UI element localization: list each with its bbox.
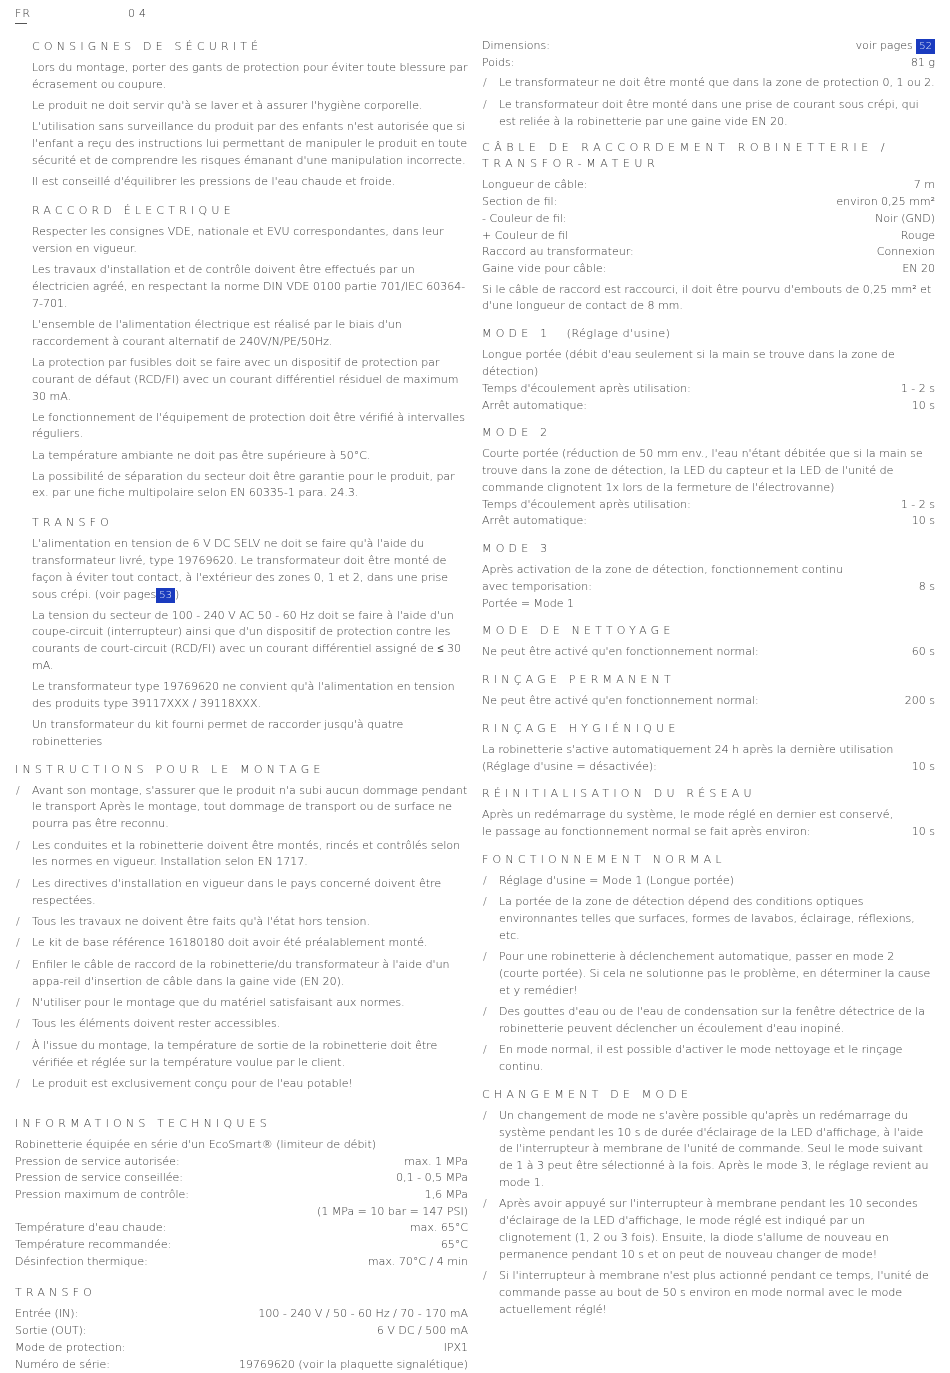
mode1-subtitle: (Réglage d'usine) [566,327,671,341]
spec-label: Temps d'écoulement après utilisation: [482,381,691,395]
spec-label: avec temporisation: [482,579,592,593]
electric-paragraphs [15,224,468,502]
spec-row [482,644,935,661]
paragraph: Respecter les consignes VDE, nationale et EVU correspondantes, dans leur version en vigueur. [32,225,444,256]
spec-label: Temps d'écoulement après utilisation: [482,497,691,511]
list-item: / Pour une robinetterie à déclenchement automatique, passer en mode 2 (courte portée). Si cela ne solutionne pas le problème, en déterminer la cause et y remédier! [482,949,935,999]
paragraph: La possibilité de séparation du secteur doit être garantie pour le produit, par ex. par une fiche multipolaire selon EN 60335-1 para. 24.3. [32,469,455,500]
spec-row [482,55,935,72]
list-item: / Un changement de mode ne s'avère possible qu'après un redémarrage du système pendant les 10 s de durée d'éclairage de la LED d'affichage, à l'aide de l'interrupteur à membrane de l'unité de commande. Seul le mode suivant de 1 à 3 peut être sélectionné à la fois. Après le mode 3, le réglage revient au mode 1. [482,1108,935,1192]
section-title-tech: INFORMATIONS TECHNIQUES [15,1116,271,1130]
cleaning-spec-table [482,644,935,661]
spec-label: Pression de service autorisée: [15,1154,180,1168]
spec-label: Sortie (OUT): [15,1324,87,1338]
spec-label: Raccord au transformateur: [482,245,634,259]
list-item: / Le transformateur ne doit être monté que dans la zone de protection 0, 1 ou 2. [482,75,935,92]
list-item: / Tous les éléments doivent rester accessibles. [15,1016,468,1033]
spec-value: 200 s [904,694,935,707]
spec-row [482,177,935,194]
spec-label: Numéro de série: [15,1357,110,1371]
paragraph: Les travaux d'installation et de contrôle doivent être effectués par un électricien agréé, en respectant la norme DIN VDE 0100 partie 701/IEC 60364-7-701. [32,263,466,310]
spec-row [15,1357,468,1373]
cable-spec-table [482,177,935,277]
paragraph: La protection par fusibles doit se faire avec un dispositif de protection par courant de défaut (RCD/FI) avec un courant différentiel résiduel de maximum 30 mA. [32,355,459,403]
spec-row [15,1170,468,1187]
mode3-spec-table [482,579,935,596]
paragraph: La tension du secteur de 100 - 240 V AC 50 - 60 Hz doit se faire à l'aide d'un coupe-circuit (interrupteur) ainsi que d'un dispositif de protection contre les courants de court-circuit (RCD/FI) avec un courant différentiel assigné de ≤ 30 mA. [32,608,461,673]
mode3-text2: Portée = Mode 1 [482,596,575,610]
spec-label: Température recommandée: [15,1238,172,1252]
transfo-paragraph [15,536,468,603]
spec-row [482,497,935,514]
spec-value: 65°C [440,1238,468,1252]
paragraph: Un transformateur du kit fourni permet de raccorder jusqu'à quatre robinetteries [32,718,404,748]
spec-value: 60 s [911,645,935,659]
spec-value: Noir (GND) [875,211,935,225]
spec-row [482,228,935,245]
paragraph: Le produit ne doit servir qu'à se laver et à assurer l'hygiène corporelle. [32,98,423,112]
section-title-transfo-specs: TRANSFO [15,1286,97,1300]
list-item: / Le kit de base référence 16180180 doit avoir été préalablement monté. [15,935,468,952]
list-item: / Le produit est exclusivement conçu pour de l'eau potable! [15,1076,468,1093]
spec-row [482,381,935,398]
spec-row [482,693,935,710]
spec-label: + Couleur de fil [482,228,569,242]
spec-value: Rouge [900,228,935,242]
spec-row [482,824,935,841]
dims-value-text: voir pages [855,39,913,52]
spec-value: 10 s [911,759,935,773]
spec-label: Arrêt automatique: [482,398,587,412]
spec-value: 6 V DC / 500 mA [376,1324,468,1338]
spec-value: 19769620 (voir la plaquette signalétique) [238,1357,468,1371]
section-title-safety: CONSIGNES DE SÉCURITÉ [32,40,263,53]
section-title-cable: CÂBLE DE RACCORDEMENT ROBINETTERIE / TRANSFOR-MATEUR [482,141,890,171]
section-title-change: CHANGEMENT DE MODE [482,1087,693,1101]
spec-row [482,398,935,415]
spec-label: Arrêt automatique: [482,514,587,528]
list-item: / La portée de la zone de détection dépend des conditions optiques environnantes telles que surfaces, formes de lavabos, éclairage, réflexions, etc. [482,894,935,944]
normal-list [482,873,935,1076]
paragraph: Le fonctionnement de l'équipement de protection doit être vérifié à intervalles réguliers. [32,410,465,441]
spec-label: Pression maximum de contrôle: [15,1187,189,1201]
mode2-text: Courte portée (réduction de 50 mm env., l'eau n'étant débitée que si la main se trouve dans la zone de détection, la LED du capteur et la LED de l'unité de commande clignotent 1x lors de la fermeture de l'électrovanne) [482,447,923,494]
transfo-spec-table [15,1306,468,1373]
right-column [482,38,935,1323]
spec-value: 100 - 240 V / 50 - 60 Hz / 70 - 170 mA [258,1307,468,1321]
spec-value: EN 20 [902,261,935,275]
transfo-ref-suffix: ) [174,587,180,601]
spec-row [15,1323,468,1340]
spec-row [15,1306,468,1323]
spec-row [15,1340,468,1357]
transfo-text: L'alimentation en tension de 6 V DC SELV ne doit se faire qu'à l'aide du transformateur livré, type 19769620. Le transformateur doit être monté de façon à éviter tout contact, à l'extérieur des zones 0, 1 et 2, dans une prise sous crépi. [32,537,449,601]
spec-label: Dimensions: [482,39,550,52]
spec-row [482,194,935,211]
page-reference-link[interactable]: 53 [156,588,175,603]
spec-row [15,1204,468,1221]
spec-value: max. 1 MPa [404,1154,468,1168]
spec-row [482,513,935,530]
list-item: / À l'issue du montage, la température de sortie de la robinetterie doit être vérifiée et réglée sur la température voulue par le client. [15,1038,468,1072]
spec-value: max. 65°C [409,1221,468,1235]
spec-label: Mode de protection: [15,1340,126,1354]
spec-row [482,759,935,776]
spec-value: 1 - 2 s [900,381,935,395]
list-item: / Tous les travaux ne doivent être faits qu'à l'état hors tension. [15,914,468,931]
spec-value: (1 MPa = 10 bar = 147 PSI) [317,1204,468,1218]
reset-text: Après un redémarrage du système, le mode réglé en dernier est conservé, [482,808,894,822]
reset-spec-table [482,824,935,841]
list-item: / Des gouttes d'eau ou de l'eau de condensation sur la fenêtre détectrice de la robinetterie peuvent déclencher un écoulement d'eau inopiné. [482,1004,935,1038]
section-title-cleaning: MODE DE NETTOYAGE [482,624,675,638]
section-title-mode1 [482,325,935,342]
list-item: / Enfiler le câble de raccord de la robinetterie/du transformateur à l'aide d'un appa-reil d'insertion de câble dans la gaine vide (EN 20). [15,957,468,991]
spec-label: Section de fil: [482,195,558,209]
cable-note: Si le câble de raccord est raccourci, il doit être pourvu d'embouts de 0,25 mm² et d'une longueur de contact de 8 mm. [482,282,932,313]
paragraph: L'ensemble de l'alimentation électrique est réalisé par le biais d'un raccordement à courant alternatif de 240V/N/PE/50Hz. [32,318,402,348]
spec-value: 10 s [911,398,935,412]
mode1-text: Longue portée (débit d'eau seulement si la main se trouve dans la zone de détection) [482,348,895,378]
spec-value: 81 g [910,55,935,69]
spec-label: Gaine vide pour câble: [482,261,607,275]
tech-spec-table [15,1154,468,1271]
list-item: / En mode normal, il est possible d'activer le mode nettoyage et le rinçage continu. [482,1042,935,1076]
spec-row [15,1254,468,1271]
transfo-ref-prefix: (voir pages [94,587,157,601]
spec-value: IPX1 [443,1340,468,1354]
paragraph: Il est conseillé d'équilibrer les pressions de l'eau chaude et froide. [32,174,396,188]
spec-row [15,1187,468,1204]
spec-row [15,1237,468,1254]
spec-label: Entrée (IN): [15,1307,79,1321]
left-column [15,38,468,1373]
section-title-transfo: TRANSFO [32,516,114,530]
section-title-rinse: RINÇAGE PERMANENT [482,673,675,686]
list-item: / Après avoir appuyé sur l'interrupteur à membrane pendant les 10 secondes d'éclairage de la LED d'affichage, le mode réglé est indiqué par un clignotement (1, 2 ou 3 fois). Ensuite, la diode s'allume de nouveau en permanence pendant 10 s et on peut de nouveau changer de mode! [482,1196,935,1263]
dims-list [482,75,935,130]
section-title-hygiene: RINÇAGE HYGIÉNIQUE [482,721,680,735]
spec-label: Désinfection thermique: [15,1254,148,1268]
section-title-reset: RÉINITIALISATION DU RÉSEAU [482,787,756,801]
spec-value: 1,6 MPa [424,1187,468,1201]
spec-row [482,38,935,55]
list-item: / Les directives d'installation en vigueur dans le pays concerné doivent être respectées. [15,876,468,910]
list-item: / Avant son montage, s'assurer que le produit n'a subi aucun dommage pendant le transport Après le montage, tout dommage de transport ou de surface ne pourra pas être reconnu. [15,783,468,833]
paragraph: Lors du montage, porter des gants de protection pour éviter toute blessure par écrasement ou coupure. [32,61,468,91]
mode1-title: MODE 1 [482,327,552,341]
spec-row [15,1154,468,1171]
paragraph: La température ambiante ne doit pas être supérieure à 50°C. [32,448,371,462]
spec-value: 1 - 2 s [900,497,935,511]
spec-value: 8 s [918,579,935,593]
spec-row [482,211,935,228]
section-title-electric: RACCORD ÉLECTRIQUE [32,204,235,218]
page-reference-link[interactable]: 52 [916,39,935,54]
mounting-list [15,783,468,1093]
spec-label: le passage au fonctionnement normal se fait après environ: [482,825,811,838]
list-item: / Si l'interrupteur à membrane n'est plus actionné pendant ce temps, l'unité de commande passe au bout de 50 s environ en mode normal avec le mode actuellement réglé! [482,1268,935,1318]
spec-value [856,38,935,55]
spec-value: Connexion [876,245,935,259]
spec-label: Longueur de câble: [482,178,588,192]
spec-value: max. 70°C / 4 min [367,1254,468,1268]
paragraph: L'utilisation sans surveillance du produit par des enfants n'est autorisée que si l'enfant a reçu des instructions lui permettant de manipuler le produit en toute sécurité et de comprendre les risques émanant d'une manipulation incorrecte. [32,119,468,167]
transfo-paragraphs [15,608,468,751]
spec-label: Pression de service conseillée: [15,1171,184,1185]
section-title-mode2: MODE 2 [482,426,552,440]
list-item: / Réglage d'usine = Mode 1 (Longue portée) [482,873,935,890]
hygiene-text: La robinetterie s'active automatiquement 24 h après la dernière utilisation [482,742,894,756]
change-list [482,1108,935,1319]
tech-intro: Robinetterie équipée en série d'un EcoSmart® (limiteur de débit) [15,1137,377,1151]
list-item: / N'utiliser pour le montage que du matériel satisfaisant aux normes. [15,995,468,1012]
section-title-mounting: INSTRUCTIONS POUR LE MONTAGE [15,762,325,776]
section-title-normal: FONCTIONNEMENT NORMAL [482,852,726,866]
mode2-spec-table [482,497,935,530]
spec-row [482,261,935,278]
spec-row [15,1220,468,1237]
paragraph: Le transformateur type 19769620 ne convient qu'à l'alimentation en tension des produits type 39117XXX / 39118XXX. [32,680,455,710]
list-item: / Le transformateur doit être monté dans une prise de courant sous crépi, qui est reliée à la robinetterie par une gaine vide EN 20. [482,97,935,131]
mode1-spec-table [482,381,935,414]
language-code: FR [15,7,31,20]
section-title-mode3: MODE 3 [482,542,552,555]
rinse-spec-table [482,693,935,710]
spec-value: 0,1 - 0,5 MPa [396,1171,468,1185]
spec-label: Poids: [482,55,515,69]
spec-value: 10 s [911,825,935,838]
spec-row [482,244,935,261]
spec-value: environ 0,25 mm² [836,195,935,209]
safety-paragraphs [15,60,468,190]
spec-value: 7 m [913,178,935,192]
spec-label: - Couleur de fil: [482,211,567,225]
spec-value: 10 s [911,514,935,528]
mode3-text: Après activation de la zone de détection, fonctionnement continu [482,563,843,576]
spec-label: Température d'eau chaude: [15,1221,167,1235]
spec-label: Ne peut être activé qu'en fonctionnement normal: [482,694,759,707]
spec-label: Ne peut être activé qu'en fonctionnement normal: [482,645,759,659]
page-number: 04 [128,7,150,20]
spec-row [482,579,935,596]
list-item: / Les conduites et la robinetterie doivent être montés, rincés et contrôlés selon les normes en vigueur. Installation selon EN 1717. [15,838,468,872]
spec-label: (Réglage d'usine = désactivée): [482,759,657,773]
hygiene-spec-table [482,759,935,776]
